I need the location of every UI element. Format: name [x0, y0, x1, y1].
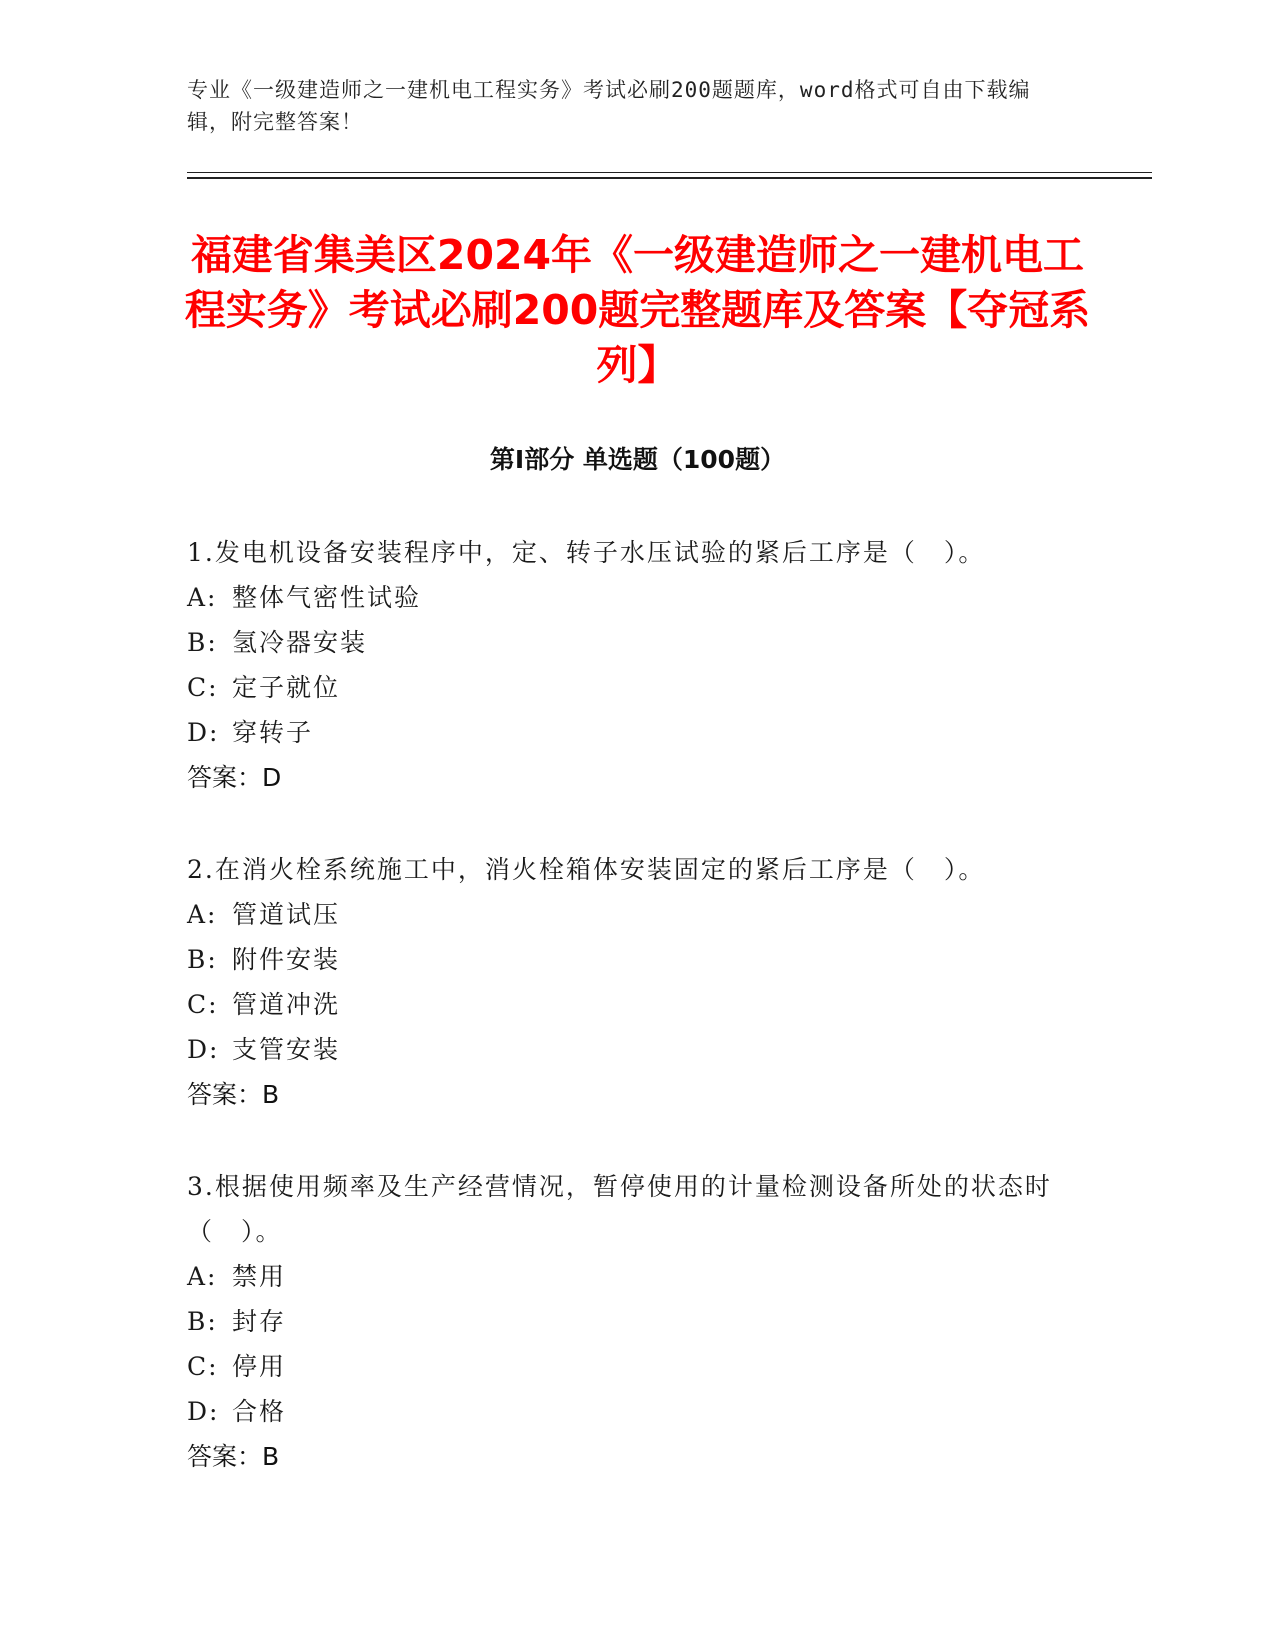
option-letter: B:	[187, 1307, 218, 1336]
option-letter: D:	[187, 1397, 220, 1426]
option-text: 穿转子	[232, 718, 314, 747]
option-b	[187, 1299, 1067, 1344]
option-b	[187, 620, 1067, 665]
option-letter: D:	[187, 718, 220, 747]
option-d	[187, 1389, 1067, 1434]
header-note: 专业《一级建造师之一建机电工程实务》考试必刷200题题库，word格式可自由下载编辑，附完整答案！	[187, 78, 1031, 134]
option-text: 管道试压	[232, 900, 341, 929]
option-letter: C:	[187, 673, 219, 702]
option-text: 附件安装	[232, 945, 341, 974]
option-text: 禁用	[232, 1262, 287, 1291]
section-heading: 第I部分 单选题（100题）	[489, 445, 786, 474]
option-b	[187, 937, 1067, 982]
question-stem: 1.发电机设备安装程序中，定、转子水压试验的紧后工序是（ ）。	[187, 538, 986, 567]
option-text: 氢冷器安装	[232, 628, 368, 657]
option-text: 支管安装	[232, 1035, 341, 1064]
answer-line: 答案：B	[187, 1080, 280, 1109]
question-2	[187, 847, 1067, 1117]
option-letter: C:	[187, 990, 219, 1019]
option-a	[187, 1254, 1067, 1299]
question-3	[187, 1164, 1067, 1479]
option-c	[187, 982, 1067, 1027]
question-stem: 2.在消火栓系统施工中，消火栓箱体安装固定的紧后工序是（ ）。	[187, 855, 986, 884]
option-c	[187, 665, 1067, 710]
option-text: 停用	[232, 1352, 287, 1381]
option-text: 合格	[232, 1397, 287, 1426]
option-letter: A:	[187, 900, 218, 929]
document-title: 福建省集美区2024年《一级建造师之一建机电工程实务》考试必刷200题完整题库及答案【夺冠系列】	[184, 231, 1091, 389]
option-letter: D:	[187, 1035, 220, 1064]
question-stem: 3.根据使用频率及生产经营情况，暂停使用的计量检测设备所处的状态时（ ）。	[187, 1172, 1052, 1246]
option-a	[187, 892, 1067, 937]
option-letter: A:	[187, 583, 218, 612]
header-divider-bottom	[187, 177, 1152, 179]
answer-line: 答案：D	[187, 763, 282, 792]
option-letter: B:	[187, 945, 218, 974]
option-text: 管道冲洗	[232, 990, 341, 1019]
header-divider-top	[187, 172, 1152, 173]
question-1	[187, 530, 1067, 800]
option-text: 整体气密性试验	[232, 583, 422, 612]
option-text: 封存	[232, 1307, 287, 1336]
question-list	[187, 530, 1067, 1526]
option-text: 定子就位	[232, 673, 341, 702]
option-letter: B:	[187, 628, 218, 657]
option-letter: A:	[187, 1262, 218, 1291]
option-a	[187, 575, 1067, 620]
option-letter: C:	[187, 1352, 219, 1381]
option-d	[187, 1027, 1067, 1072]
answer-line: 答案：B	[187, 1442, 280, 1471]
option-c	[187, 1344, 1067, 1389]
option-d	[187, 710, 1067, 755]
